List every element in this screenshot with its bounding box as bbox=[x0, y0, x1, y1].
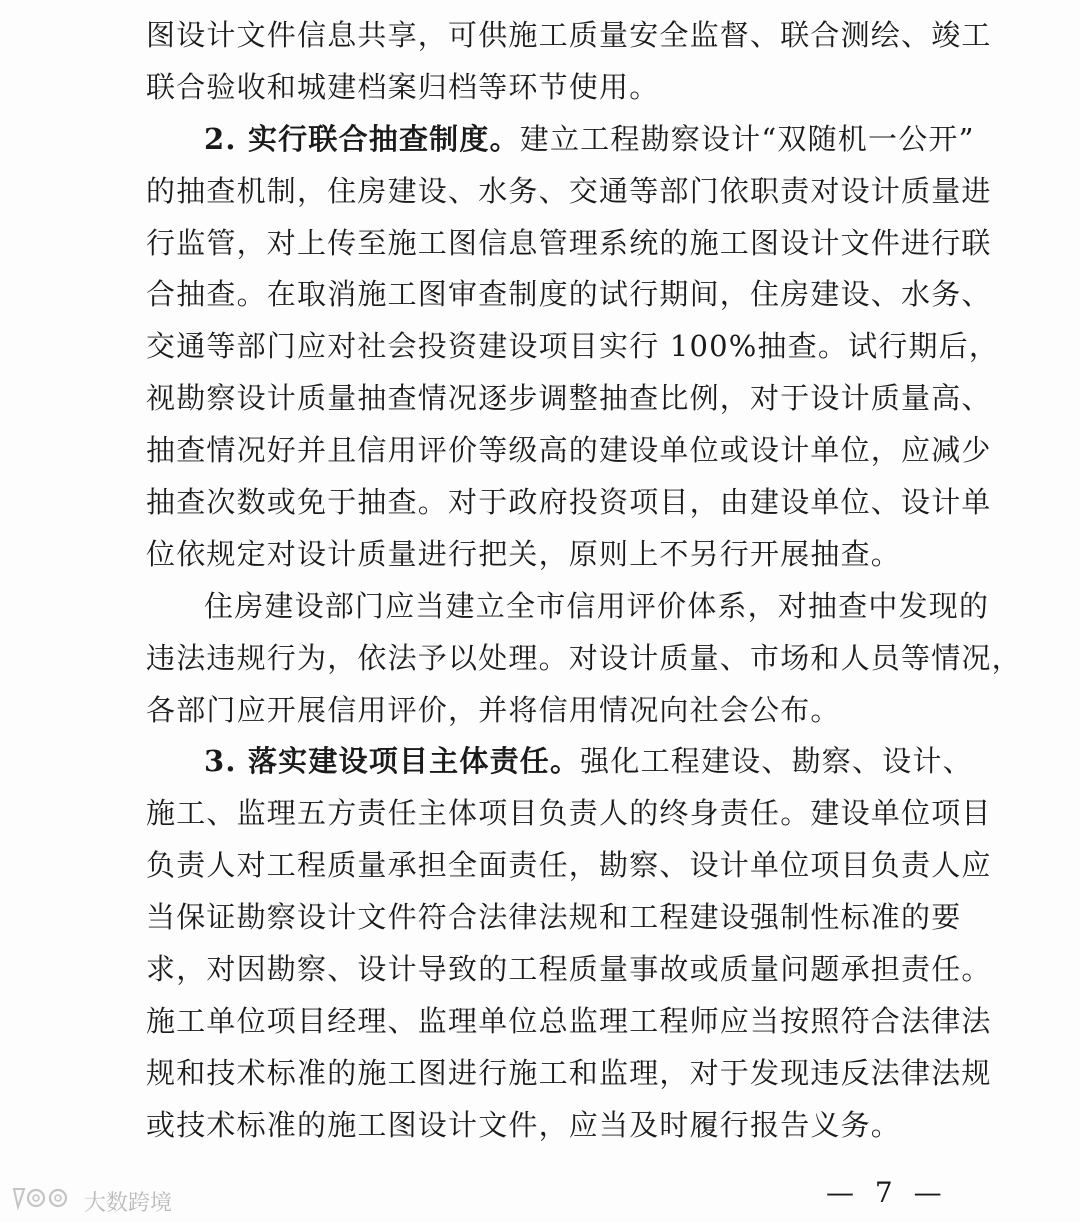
line-text: 行监管，对上传至施工图信息管理系统的施工图设计文件进行联 bbox=[146, 225, 992, 260]
text-line bbox=[146, 685, 946, 737]
line-text: 强化工程建设、勘察、设计、 bbox=[580, 744, 973, 779]
section-heading: 3. 落实建设项目主体责任。 bbox=[204, 744, 581, 779]
text-line bbox=[146, 944, 992, 996]
text-line bbox=[146, 529, 946, 581]
line-text: 或技术标准的施工图设计文件，应当及时履行报告义务。 bbox=[146, 1107, 902, 1142]
line-text: 各部门应开展信用评价，并将信用情况向社会公布。 bbox=[146, 692, 841, 727]
line-text: 求，对因勘察、设计导致的工程质量事故或质量问题承担责任。 bbox=[146, 952, 992, 987]
text-line bbox=[146, 788, 992, 840]
text-line bbox=[146, 633, 1022, 685]
document-body bbox=[146, 10, 1022, 1152]
line-text: 施工、监理五方责任主体项目负责人的终身责任。建设单位项目 bbox=[146, 796, 992, 831]
watermark-logo-icon bbox=[6, 1183, 78, 1219]
line-text: 图设计文件信息共享，可供施工质量安全监督、联合测绘、竣工 bbox=[146, 18, 992, 52]
line-text: 位依规定对设计质量进行把关，原则上不另行开展抽查。 bbox=[146, 536, 902, 571]
text-line bbox=[146, 477, 992, 529]
text-line bbox=[146, 321, 1000, 373]
line-text: 违法违规行为，依法予以处理。对设计质量、市场和人员等情况， bbox=[146, 640, 1022, 675]
watermark bbox=[6, 1183, 172, 1219]
line-text: 住房建设部门应当建立全市信用评价体系，对抽查中发现的 bbox=[204, 588, 990, 623]
line-text: 负责人对工程质量承担全面责任，勘察、设计单位项目负责人应 bbox=[146, 848, 992, 883]
line-text: 合抽查。在取消施工图审查制度的试行期间，住房建设、水务、 bbox=[146, 277, 992, 312]
text-line bbox=[146, 892, 962, 944]
line-text: 抽查情况好并且信用评价等级高的建设单位或设计单位，应减少 bbox=[146, 433, 992, 468]
section-heading: 2. 实行联合抽查制度。 bbox=[204, 121, 520, 156]
line-text: 当保证勘察设计文件符合法律法规和工程建设强制性标准的要 bbox=[146, 900, 962, 935]
watermark-label: 大数跨境 bbox=[84, 1190, 173, 1216]
page-number: — 7 — bbox=[826, 1176, 948, 1209]
text-line bbox=[146, 840, 992, 892]
text-line bbox=[146, 269, 992, 321]
text-line bbox=[146, 373, 992, 425]
text-line bbox=[146, 114, 975, 166]
line-text: 交通等部门应对社会投资建设项目实行 100%抽查。试行期后， bbox=[146, 329, 1000, 364]
line-text: 的抽查机制，住房建设、水务、交通等部门依职责对设计质量进 bbox=[146, 173, 992, 208]
text-line bbox=[146, 736, 973, 788]
text-line bbox=[146, 425, 992, 477]
text-line bbox=[146, 166, 992, 218]
line-text: 抽查次数或免于抽查。对于政府投资项目，由建设单位、设计单 bbox=[146, 485, 992, 520]
text-line bbox=[146, 10, 992, 62]
line-text: 视勘察设计质量抽查情况逐步调整抽查比例，对于设计质量高、 bbox=[146, 381, 992, 416]
line-text: 建立工程勘察设计“双随机一公开” bbox=[519, 121, 975, 156]
text-line bbox=[146, 581, 990, 633]
text-line bbox=[146, 996, 992, 1048]
text-line bbox=[146, 218, 992, 270]
text-line bbox=[146, 1048, 992, 1100]
line-text: 规和技术标准的施工图进行施工和监理，对于发现违反法律法规 bbox=[146, 1055, 992, 1090]
text-line bbox=[146, 62, 946, 114]
line-text: 施工单位项目经理、监理单位总监理工程师应当按照符合法律法 bbox=[146, 1003, 992, 1038]
line-text: 联合验收和城建档案归档等环节使用。 bbox=[146, 69, 660, 104]
text-line bbox=[146, 1100, 946, 1152]
